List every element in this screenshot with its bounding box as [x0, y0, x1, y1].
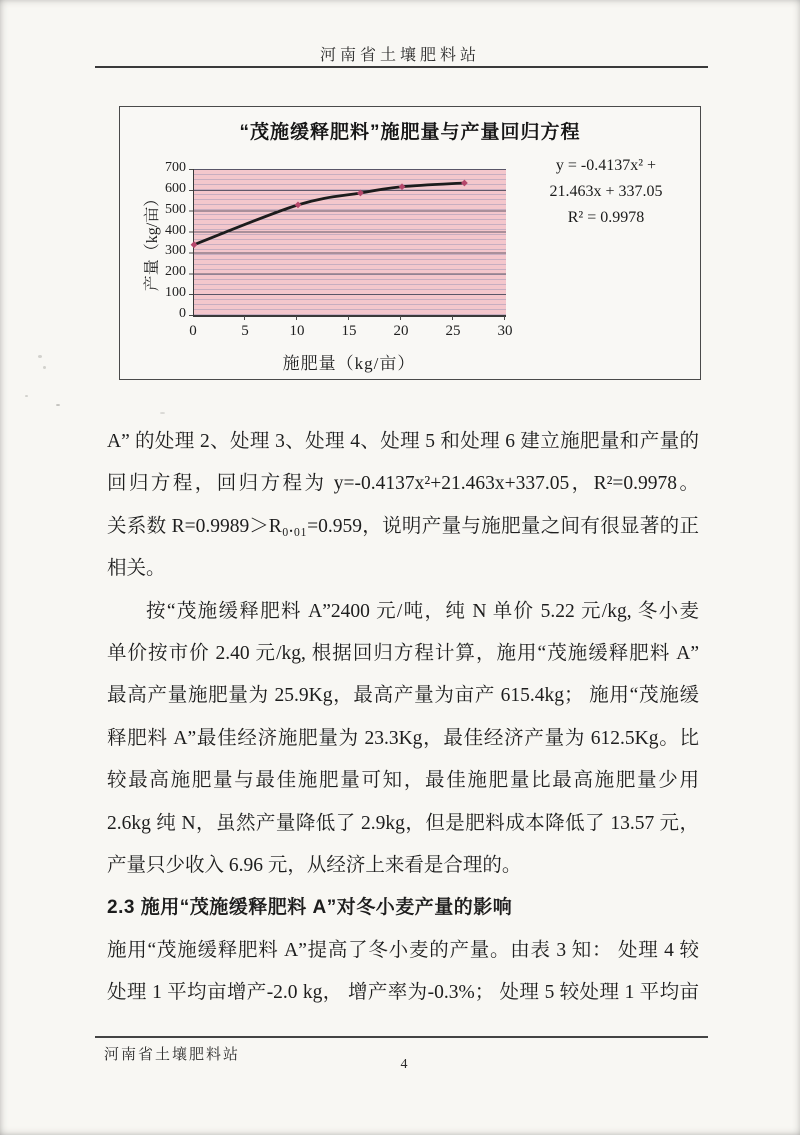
x-tick-label: 5 [241, 323, 249, 339]
data-point-marker [461, 180, 468, 187]
equation-line: 21.463x + 337.05 [549, 183, 663, 200]
footer-org-name: 河南省土壤肥料站 [104, 1047, 241, 1063]
body-line: 2.6kg 纯 N，虽然产量降低了 2.9kg，但是肥料成本降低了 13.57 元， [107, 812, 699, 834]
data-point-marker [357, 190, 364, 197]
section-heading: 2.3 施用“茂施缓释肥料 A”对冬小麦产量的影响 [107, 897, 513, 919]
footer-divider [95, 1036, 708, 1038]
header-divider [95, 66, 708, 68]
x-tick-label: 0 [189, 323, 197, 339]
y-tick-label: 500 [165, 201, 186, 217]
body-line: 产量只少收入 6.96 元，从经济上来看是合理的。 [107, 854, 522, 876]
body-line: 关系数 R=0.9989＞R₀.₀₁=0.959，说明产量与施肥量之间有很显著的正 [107, 515, 699, 537]
scan-speckle [43, 366, 46, 369]
scan-speckle [160, 412, 165, 414]
x-tick-label: 30 [497, 323, 513, 339]
regression-curve [194, 183, 464, 245]
regression-equation-label [515, 153, 697, 231]
y-tick-label: 100 [165, 285, 186, 301]
data-point-marker [295, 201, 302, 208]
y-tick-label: 400 [165, 222, 186, 238]
scan-speckle [56, 404, 60, 406]
x-tick-label: 10 [289, 323, 305, 339]
page-header-title: 河南省土壤肥料站 [319, 47, 480, 64]
page-number: 4 [400, 1057, 408, 1072]
x-axis-title: 施肥量（kg/亩） [282, 354, 416, 373]
y-tick-label: 600 [165, 180, 186, 196]
x-tick-label: 25 [445, 323, 461, 339]
body-line: 回归方程，回归方程为 y=-0.4137x²+21.463x+337.05，R²=0.9978。 [107, 473, 699, 495]
data-point-marker [399, 183, 406, 190]
x-tick-label: 15 [341, 323, 357, 339]
plot-area [193, 169, 506, 317]
body-line: 按“茂施缓释肥料 A”2400 元/吨，纯 N 单价 5.22 元/kg, 冬小麦 [146, 600, 699, 622]
scan-speckle [25, 395, 28, 397]
scan-speckle [38, 355, 42, 358]
body-line: 较最高施肥量与最佳施肥量可知，最佳施肥量比最高施肥量少用 [107, 770, 699, 792]
body-line: A” 的处理 2、处理 3、处理 4、处理 5 和处理 6 建立施肥量和产量的 [107, 431, 699, 452]
y-tick-label: 200 [165, 264, 186, 280]
x-tick-label: 20 [393, 323, 409, 339]
equation-line: R² = 0.9978 [567, 209, 645, 226]
y-tick-label: 0 [179, 306, 186, 321]
body-line: 单价按市价 2.40 元/kg, 根据回归方程计算，施用“茂施缓释肥料 A” [107, 642, 699, 664]
y-axis-title: 产量（kg/亩） [144, 190, 161, 292]
body-line: 施用“茂施缓释肥料 A”提高了冬小麦的产量。由表 3 知： 处理 4 较 [107, 939, 699, 961]
equation-line: y = -0.4137x² + [555, 157, 657, 174]
body-text-block [107, 421, 699, 1014]
y-tick-label: 300 [165, 243, 186, 259]
body-line: 释肥料 A”最佳经济施肥量为 23.3Kg，最佳经济产量为 612.5Kg。比 [107, 727, 699, 749]
y-tick-label: 700 [165, 160, 186, 175]
regression-curve-svg [194, 169, 506, 315]
body-line: 处理 1 平均亩增产-2.0 kg， 增产率为-0.3%； 处理 5 较处理 1 平均亩 [107, 982, 699, 1004]
regression-chart-figure [119, 106, 701, 380]
chart-title: “茂施缓释肥料”施肥量与产量回归方程 [239, 122, 581, 143]
x-axis-tickmarks [193, 316, 505, 320]
body-line: 相关。 [107, 558, 166, 580]
body-line: 最高产量施肥量为 25.9Kg，最高产量为亩产 615.4kg； 施用“茂施缓 [107, 685, 699, 707]
